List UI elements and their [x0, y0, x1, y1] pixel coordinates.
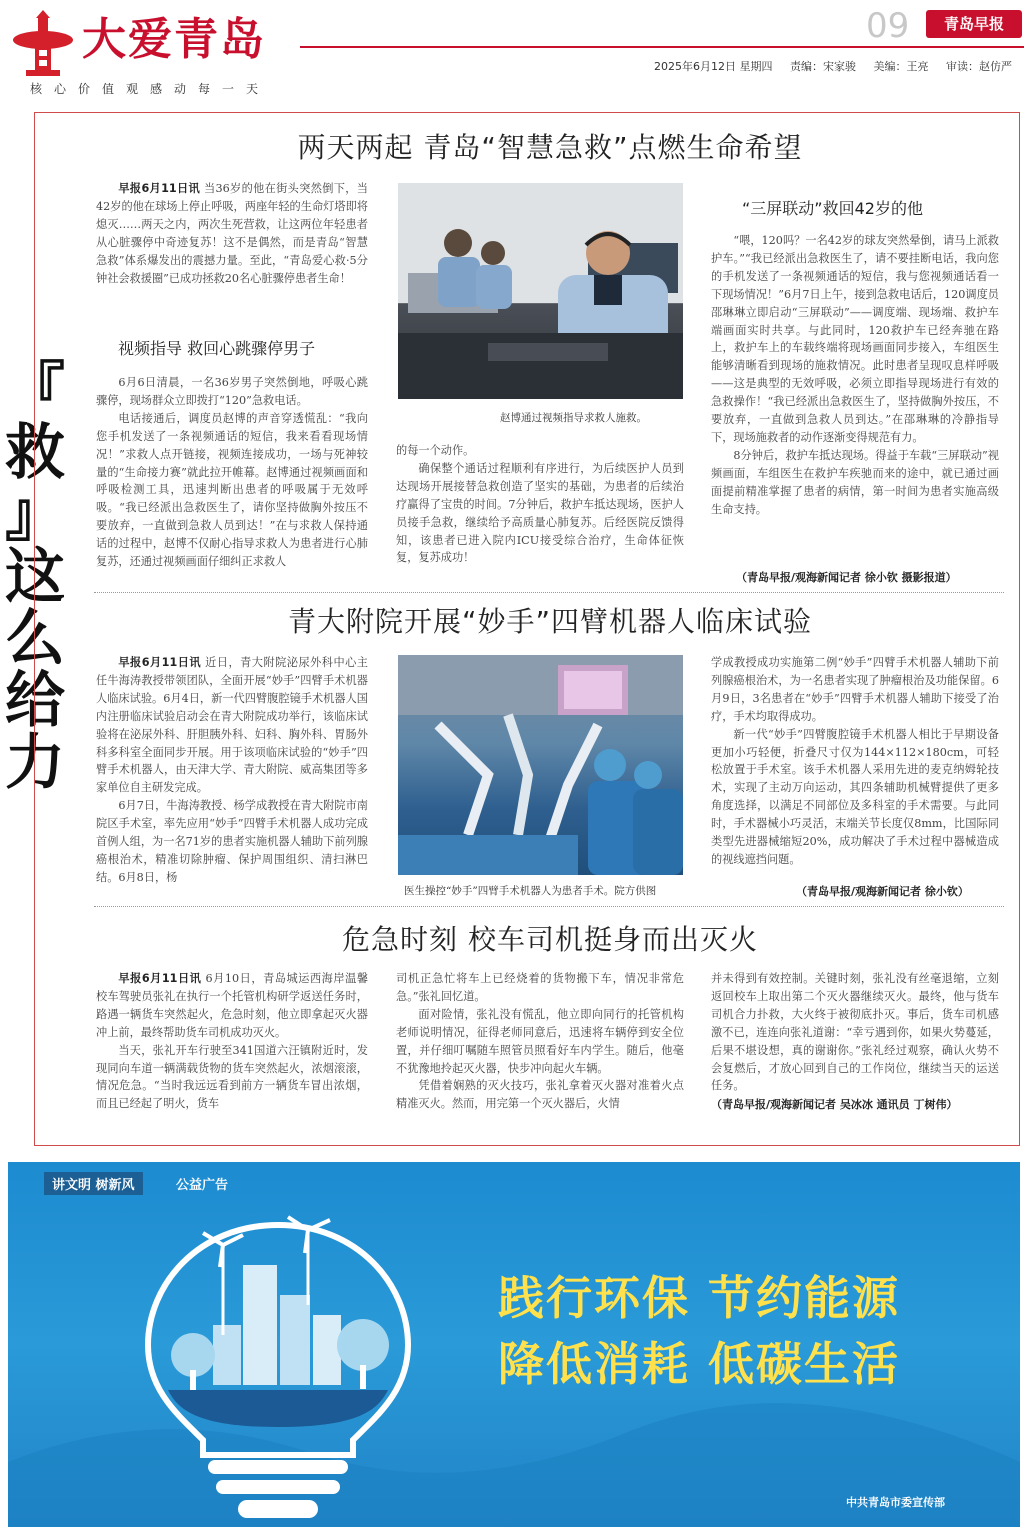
article1-subhead1: 视频指导 救回心跳骤停男子	[118, 339, 316, 358]
vertical-title-char: 』	[5, 480, 65, 550]
ad-campaign-tag: 讲文明 树新风	[44, 1172, 143, 1195]
article3-col1-p2: 当天，张礼开车行驶至341国道六汪镇附近时，发现同向车道一辆满载货物的货车突然起火，浓烟滚滚，情况危急。“当时我远远看到前方一辆货车冒出浓烟，而且已经起了明火，货车	[96, 1043, 368, 1111]
article2-right-p2: 新一代“妙手”四臂腹腔镜手术机器人相比于早期设备更加小巧轻便，折叠尺寸仅为144×112×180cm，可轻松放置于手术室。该手术机器人采用先进的麦克纳姆轮技术，实现了主动万向运动，其四条辅助机械臂提供了更多角度选择，以满足不同部位及多科室的手术需要。与此同时，手术器械小巧灵活，末端关节长度仅8mm，比国际同类型先进器械缩短20%，成功解决了手术过程中器械造成的视线遮挡问题。	[711, 727, 999, 866]
article1-col2	[396, 442, 684, 588]
article1-credit: （青岛早报/观海新闻记者 徐小钦 摄影报道）	[736, 571, 957, 584]
article3-col3	[711, 970, 999, 1094]
article2-col1	[96, 654, 368, 898]
article2-col3	[711, 654, 999, 880]
surgery-photo-caption: 医生操控“妙手”四臂手术机器人为患者手术。院方供图	[404, 885, 657, 897]
article3-col2-p1: 司机正急忙将车上已经烧着的货物搬下车，情况非常危急。”张礼回忆道。	[396, 972, 684, 1003]
article3-col1	[96, 970, 368, 1130]
article1-dateline: 早报6月11日讯	[118, 182, 201, 195]
ad-slogan-line1: 践行环保 节约能源	[498, 1271, 901, 1325]
section-name: 大爱青岛	[82, 14, 266, 65]
article3-col3-p1: 并未得到有效控制。关键时刻，张礼没有丝毫退缩，立刻返回校车上取出第二个灭火器继续灭火。最终，他与货车司机合力扑救，大火终于被彻底扑灭。事后，货车司机感激不已，连连向张礼道谢：“幸亏遇到你，如果火势蔓延，后果不堪设想，真的谢谢你。”张礼经过观察，确认火势不会复燃后，才放心回到自己的工作岗位，继续当天的运送任务。	[711, 972, 999, 1093]
article1-headline: 两天两起 青岛“智慧急救”点燃生命希望	[297, 131, 803, 164]
article1-mid-p2: 确保整个通话过程顺利有序进行，为后续医护人员到达现场开展接替急救创造了坚实的基础，为患者的后续治疗赢得了宝贵的时间。7分钟后，救护车抵达现场，医护人员接手急救，继续给予高质量心肺复苏。后经医院反馈得知，该患者已进入院内ICU接受综合治疗，生命体征恢复，复苏成功！	[396, 461, 684, 565]
dispatcher-photo-caption: 赵博通过视频指导求救人施救。	[500, 412, 647, 424]
dispatcher-photo	[398, 183, 683, 399]
article3-col1-p1: 6月10日，青岛城运西海岸温馨校车驾驶员张礼在执行一个托管机构研学返送任务时，路遇一辆货车突然起火，危急时刻，他立即拿起灭火器冲上前，最终帮助货车司机成功灭火。	[96, 972, 368, 1039]
article1-mid-p1: 的每一个动作。	[396, 444, 475, 457]
article2-credit: （青岛早报/观海新闻记者 徐小钦）	[796, 885, 969, 898]
ad-sponsor: 中共青岛市委宣传部	[846, 1496, 945, 1509]
editor-credit: 责编：宋家骏	[790, 60, 856, 73]
article1-lead	[96, 180, 368, 287]
article1-lead-text: 当36岁的他在街头突然倒下，当42岁的他在球场上停止呼吸，两座年轻的生命灯塔即将熄灭……两天之内，两次生死营救，让这两位年轻患者从心脏骤停中奇迹复苏！这不是偶然，而是青岛“智慧急救”体系爆发出的震撼力量。至此，“青岛爱心救·5分钟社会救援圈”已成功拯救20名心脏骤停患者生命！	[96, 182, 368, 285]
vertical-title-char: 么	[5, 604, 65, 674]
page-number: 09	[866, 6, 910, 46]
lightbulb-city-icon	[108, 1205, 448, 1525]
separator	[94, 592, 1004, 593]
newspaper-brand: 青岛早报	[926, 10, 1022, 38]
issue-date: 2025年6月12日 星期四	[654, 60, 773, 73]
article1-sub1-p1: 6月6日清晨，一名36岁男子突然倒地，呼吸心跳骤停，现场群众立即拨打“120”急救电话。	[96, 376, 368, 407]
article1-col1	[96, 374, 368, 586]
separator	[94, 906, 1004, 907]
article2-left-p1: 近日，青大附院泌尿外科中心主任牛海涛教授带领团队，全面开展“妙手”四臂手术机器人临床试验。6月4日，新一代四臂腹腔镜手术机器人国内注册临床试验启动会在青大附院成功举行，该临床试验将在泌尿外科、肝胆胰外科、妇科、胸外科、胃肠外科多科室全面同步开展。用于该项临床试验的“妙手”四臂手术机器人，由天津大学、青大附院、威高集团等多家单位自主研发完成。	[96, 656, 368, 795]
tower-logo-icon	[8, 10, 78, 80]
surgery-robot-photo	[398, 655, 683, 875]
article1-col3	[711, 232, 999, 566]
vertical-title-char: 力	[5, 728, 65, 798]
article3-col2-p3: 凭借着娴熟的灭火技巧，张礼拿着灭火器对准着火点精准灭火。然而，用完第一个灭火器后，火情	[396, 1079, 684, 1111]
vertical-title-char: 『	[5, 356, 65, 426]
article1-sub1-p2: 电话接通后，调度员赵博的声音穿透慌乱：“我向您手机发送了一条视频通话的短信，我来看看现场情况！”求救人点开链接，视频连接成功，一场与死神较量的“生命接力赛”就此拉开帷幕。赵博通过视频画面和呼吸检测工具，迅速判断出患者的呼吸属于无效呼吸。“我已经派出急救医生了，请你坚持做胸外按压不要放弃，一直做到急救人员到达！”在与求救人保持通话的过程中，赵博不仅耐心指导求救人为患者进行心肺复苏，还通过视频画面仔细纠正求救人	[96, 411, 368, 569]
article3-headline: 危急时刻 校车司机挺身而出灭火	[342, 923, 758, 956]
masthead-rule	[300, 46, 1024, 48]
article1-subhead2: “三屏联动”救回42岁的他	[742, 199, 923, 218]
vertical-title-char: 给	[5, 666, 65, 736]
article1-sub2-p2: 8分钟后，救护车抵达现场。得益于车载“三屏联动”视频画面，车组医生在救护车疾驰而来的途中，就已通过画面提前精准掌握了患者的病情，第一时间为患者实施高级生命支持。	[711, 448, 999, 516]
article3-credit: （青岛早报/观海新闻记者 吴冰冰 通讯员 丁树伟）	[711, 1098, 958, 1111]
section-slogan: 核心价值观感动每一天	[30, 82, 271, 96]
issue-meta	[654, 58, 1024, 74]
ad-slogan-line2: 降低消耗 低碳生活	[498, 1337, 901, 1391]
vertical-title-char: 救	[5, 418, 65, 488]
vertical-title-char: 这	[5, 542, 65, 612]
article3-dateline: 早报6月11日讯	[118, 972, 202, 985]
article2-left-p2: 6月7日，牛海涛教授、杨学成教授在青大附院市南院区手术室，率先应用“妙手”四臂手术机器人成功完成首例人组，为一名71岁的患者实施机器人辅助下前列腺癌根治术，精准切除肿瘤、保护周围组织、清扫淋巴结。6月8日，杨	[96, 799, 368, 884]
article3-col2-p2: 面对险情，张礼没有慌乱，他立即向同行的托管机构老师说明情况，征得老师同意后，迅速将车辆停到安全位置，并仔细叮嘱随车照管员照看好车内学生。随后，他毫不犹豫地拎起灭火器，快步冲向起火车辆。	[396, 1007, 684, 1075]
article3-col2	[396, 970, 684, 1130]
article2-headline: 青大附院开展“妙手”四臂机器人临床试验	[287, 605, 812, 638]
article2-right-p1: 学成教授成功实施第二例“妙手”四臂手术机器人辅助下前列腺癌根治术，为一名患者实现了肿瘤根治及功能保留。6月9日，3名患者在“妙手”四臂手术机器人辅助下接受了治疗，手术均取得成功。	[711, 656, 999, 723]
designer-credit: 美编：王亮	[873, 60, 929, 73]
article1-sub2-p1: “喂，120吗？一名42岁的球友突然晕倒，请马上派救护车。”“我已经派出急救医生了，请不要挂断电话，我向您的手机发送了一条视频通话的短信，我与您视频通话看一下现场情况！”6月7日上午，接到急救电话后，120调度员邵琳琳立即启动“三屏联动”——调度端、现场端、救护车端画面实时共享。与此同时，120救护车已经奔驰在路上，救护车上的车载终端将现场画面同步接入，车组医生能够清晰看到现场的施救情况。此时患者呈现叹息样呼吸——这是典型的无效呼吸，必须立即指导现场进行有效的急救操作！“我已经派出急救医生了，坚持做胸外按压，不要放弃，一直做到急救人员到达。”在邵琳琳的冷静指导下，现场施救者的动作逐渐变得规范有力。	[711, 234, 999, 444]
ad-type-label: 公益广告	[176, 1178, 229, 1193]
article2-dateline: 早报6月11日讯	[118, 656, 202, 669]
proofreader-credit: 审读：赵仿严	[946, 60, 1012, 73]
